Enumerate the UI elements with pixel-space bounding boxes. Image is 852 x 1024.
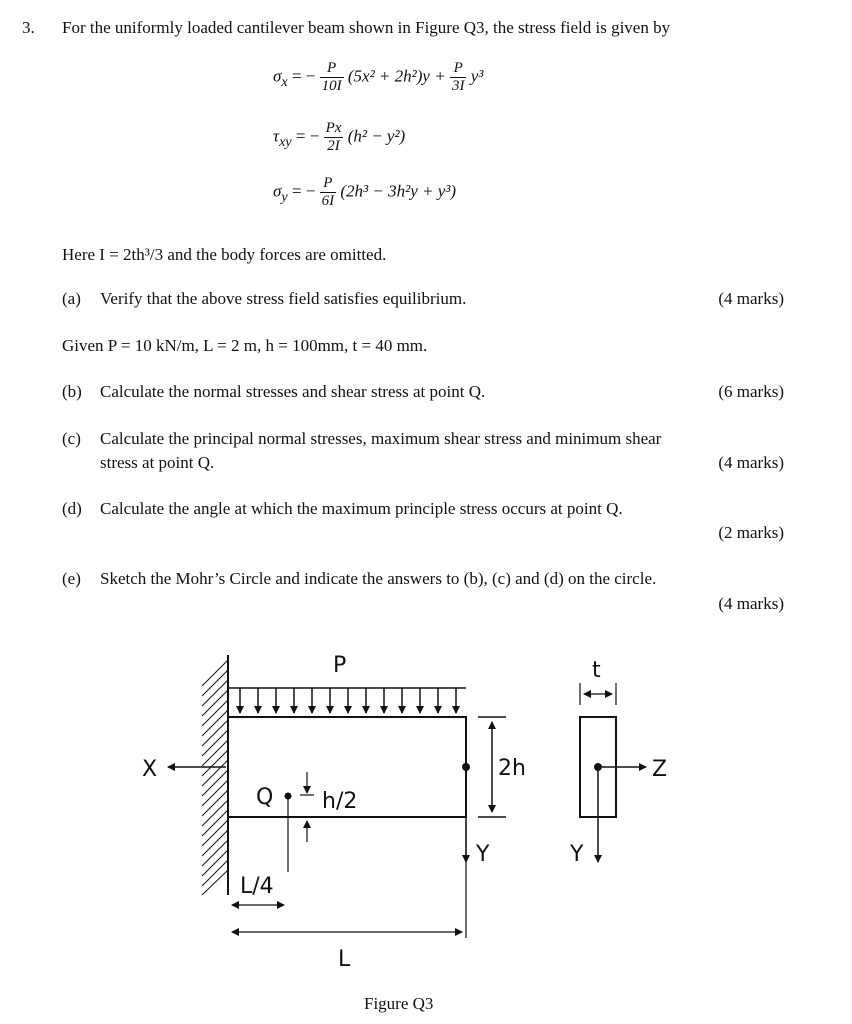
question-intro: For the uniformly loaded cantilever beam shown in Figure Q3, the stress field is given by: [62, 18, 671, 37]
label-Y-section: Y: [570, 842, 584, 867]
part-d-text: Calculate the angle at which the maximum principle stress occurs at point Q.: [100, 499, 623, 518]
part-d-marks: (2 marks): [718, 523, 784, 542]
label-Z: Z: [652, 757, 668, 782]
tau-xy-body: (h² − y²): [347, 126, 406, 146]
label-2h: 2h: [498, 756, 526, 781]
part-a-text: Verify that the above stress field satisfies equilibrium.: [100, 289, 467, 308]
sigma-x-lhs: σ: [273, 66, 282, 86]
equation-tau-xy: $\tau_{xy}$ = − $\frac{Px}{2I}$ (h² − y²): [273, 120, 406, 154]
label-Y-beam: Y: [476, 842, 490, 867]
part-b-text: Calculate the normal stresses and shear stress at point Q.: [100, 382, 486, 401]
part-e-text: Sketch the Mohr’s Circle and indicate the answers to (b), (c) and (d) on the circle.: [100, 569, 657, 588]
part-a-marks: (4 marks): [718, 289, 784, 308]
dimension-t: [580, 683, 616, 705]
label-t: t: [592, 658, 601, 683]
part-b-marks: (6 marks): [718, 382, 784, 401]
figure-caption: Figure Q3: [364, 994, 434, 1013]
distributed-load: [228, 688, 466, 713]
label-L: L: [338, 947, 351, 972]
beam-end-point: [462, 763, 470, 771]
part-e-label: (e): [62, 569, 81, 588]
tau-xy-lhs: τ: [273, 126, 280, 146]
question-number: 3.: [22, 18, 35, 37]
label-P: P: [333, 653, 347, 678]
label-L-quarter: L/4: [240, 874, 274, 899]
sigma-y-fraction: $\frac{P}{6I}$: [321, 175, 335, 209]
part-b-label: (b): [62, 382, 82, 401]
sigma-y-lhs: σ: [273, 181, 282, 201]
part-a-label: (a): [62, 289, 81, 308]
sigma-x-sub: x: [281, 73, 288, 90]
equation-sigma-y: $\sigma_y$ = − $\frac{P}{6I}$ (2h³ − 3h²y + y³): [273, 175, 457, 209]
fixed-wall: [202, 655, 228, 895]
part-c-text2: stress at point Q.: [100, 453, 215, 472]
sigma-x-fraction2: $\frac{P}{3I}$: [451, 60, 465, 94]
note-text: Here I = 2th³/3 and the body forces are omitted.: [62, 245, 387, 264]
section-centroid: [594, 763, 602, 771]
sigma-y-sub: y: [281, 188, 288, 205]
equation-sigma-x: $\sigma_x$ = − $\frac{P}{10I}$ (5x² + 2h²)y + $\frac{P}{3I}$ y³: [273, 60, 484, 94]
sigma-x-body: (5x² + 2h²)y +: [347, 66, 446, 86]
label-Q: Q: [256, 785, 274, 810]
tau-xy-sub: xy: [279, 133, 292, 150]
given-text: Given P = 10 kN/m, L = 2 m, h = 100mm, t = 40 mm.: [62, 336, 428, 355]
sigma-x-fraction: $\frac{P}{10I}$: [321, 60, 342, 94]
label-h-half: h/2: [322, 789, 358, 814]
sigma-x-tail: y³: [470, 66, 484, 86]
sigma-y-body: (2h³ − 3h²y + y³): [340, 181, 457, 201]
part-c-marks: (4 marks): [718, 453, 784, 472]
part-c-label: (c): [62, 429, 81, 448]
tau-xy-fraction: $\frac{Px}{2I}$: [325, 120, 342, 154]
part-e-marks: (4 marks): [718, 594, 784, 613]
label-X: X: [142, 757, 158, 782]
h-half-arrows: [300, 772, 314, 842]
part-c-text: Calculate the principal normal stresses, maximum shear stress and minimum shear: [100, 429, 662, 448]
part-d-label: (d): [62, 499, 82, 518]
